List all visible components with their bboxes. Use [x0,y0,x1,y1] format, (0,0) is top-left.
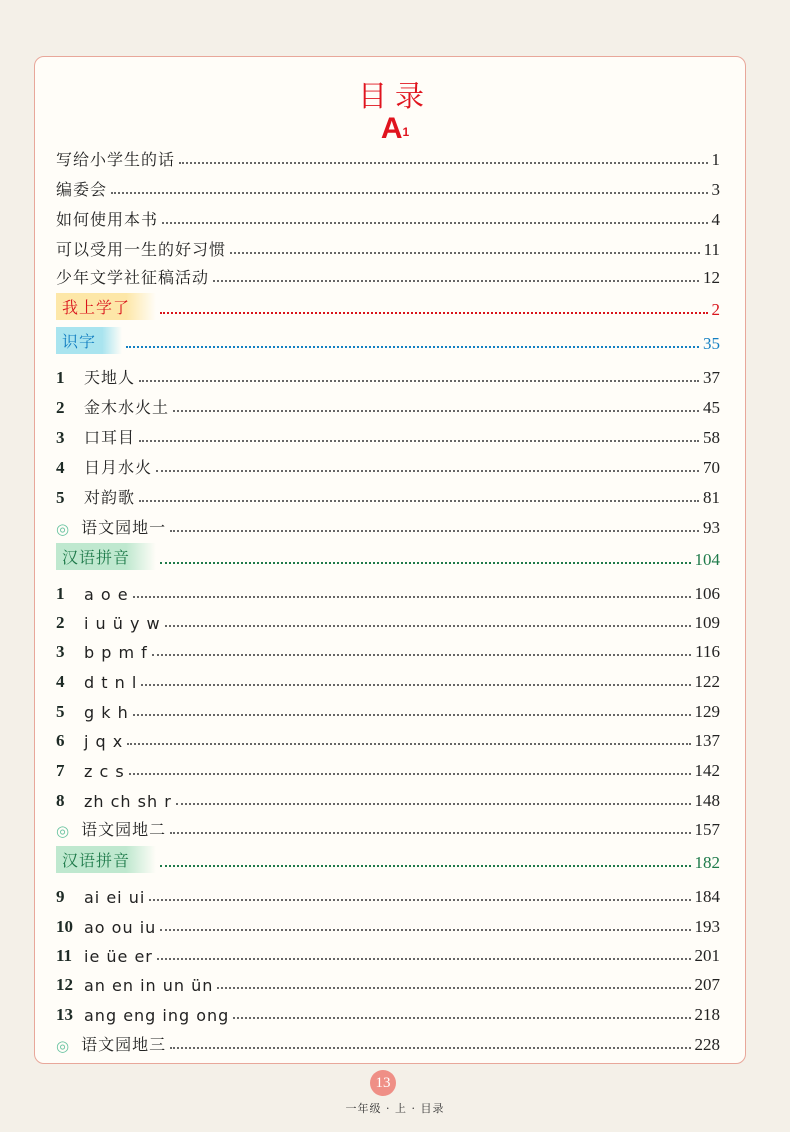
dot-leader [129,773,691,775]
lesson-number: 3 [56,642,78,662]
lesson-row[interactable] [56,578,720,604]
toc-page: 1 [711,150,720,169]
volume-letter: A [380,112,403,145]
dot-leader [152,654,691,656]
lesson-label: 天地人 [84,368,136,387]
lesson-label: ang eng ing ong [84,1006,230,1025]
dot-leader [141,684,690,686]
lesson-row[interactable] [56,512,720,538]
lesson-page: 45 [703,398,720,417]
lesson-row[interactable] [56,814,720,840]
lesson-page: 122 [694,672,720,691]
lesson-label: 语文园地三 [81,1035,167,1054]
lesson-number: 7 [56,761,78,781]
lesson-number: 1 [56,584,78,604]
lesson-number: 11 [56,946,78,966]
dot-leader [217,987,690,989]
dot-leader [139,440,699,442]
dot-leader [139,380,699,382]
toc-page: 11 [703,240,720,259]
lesson-label: 语文园地一 [81,518,167,537]
toc-label: 少年文学社征稿活动 [56,268,210,287]
lesson-label: z c s [84,762,125,781]
dot-leader [133,596,691,598]
lesson-page: 129 [694,702,720,721]
lesson-number: 6 [56,731,78,751]
lesson-row[interactable] [56,785,720,811]
lesson-number: 5 [56,488,78,508]
dot-leader [176,803,691,805]
lesson-number: 4 [56,672,78,692]
toc-label: 写给小学生的话 [56,150,176,169]
dot-leader [149,899,690,901]
lesson-row[interactable] [56,725,720,751]
section-label: 汉语拼音 [56,846,156,873]
dot-leader [233,1017,690,1019]
lesson-label: an en in un ün [84,976,214,995]
toc-label: 编委会 [56,180,108,199]
lesson-page: 81 [703,488,720,507]
lesson-row[interactable] [56,940,720,966]
toc-page: 3 [711,180,720,199]
lesson-label: 对韵歌 [84,488,136,507]
lesson-page: 184 [694,887,720,906]
section-label: 汉语拼音 [56,543,156,570]
section-page: 35 [703,334,720,353]
lesson-page: 70 [703,458,720,477]
toc-row[interactable] [56,234,720,260]
lesson-page: 228 [694,1035,720,1054]
lesson-number: 2 [56,613,78,633]
lesson-row[interactable] [56,969,720,995]
lesson-page: 106 [694,584,720,603]
lesson-label: a o e [84,585,129,604]
section-row-pinyin-1[interactable] [56,544,720,570]
dot-leader [213,280,699,282]
toc-row[interactable] [56,204,720,230]
toc-row[interactable] [56,262,720,288]
section-row-pinyin-2[interactable] [56,847,720,873]
dot-leader [160,929,690,931]
lesson-label: ao ou iu [84,918,157,937]
section-label: 我上学了 [56,293,156,320]
lesson-label: 日月水火 [84,458,153,477]
lesson-number: 4 [56,458,78,478]
lesson-number: 8 [56,791,78,811]
lesson-page: 218 [694,1005,720,1024]
dot-leader [170,1047,690,1049]
lesson-row[interactable] [56,881,720,907]
lesson-row[interactable] [56,696,720,722]
toc-page: 4 [711,210,720,229]
lesson-page: 37 [703,368,720,387]
lesson-row[interactable] [56,911,720,937]
section-page: 2 [711,300,720,319]
page-number-badge: 13 [370,1070,396,1096]
lesson-label: ai ei ui [84,888,146,907]
circle-icon: ◎ [56,1037,70,1055]
lesson-page: 142 [694,761,720,780]
page-title: 目录 [357,79,432,113]
lesson-label: ie üe er [84,947,153,966]
dot-leader [160,312,707,314]
dot-leader [179,162,707,164]
circle-icon: ◎ [56,822,70,840]
dot-leader [127,743,690,745]
lesson-row[interactable] [56,392,720,418]
lesson-number: 1 [56,368,78,388]
lesson-label: 金木水火土 [84,398,170,417]
lesson-label: zh ch sh r [84,792,172,811]
footer-caption: 一年级 · 上 · 目录 [345,1102,445,1115]
dot-leader [173,410,699,412]
section-row-woshangxuele[interactable] [56,294,720,320]
lesson-row[interactable] [56,482,720,508]
lesson-page: 137 [694,731,720,750]
dot-leader [126,346,699,348]
lesson-label: i u ü y w [84,614,161,633]
dot-leader [111,192,707,194]
dot-leader [133,714,691,716]
lesson-row[interactable] [56,999,720,1025]
section-page: 104 [694,550,720,569]
dot-leader [156,470,699,472]
lesson-row[interactable] [56,452,720,478]
lesson-number: 10 [56,917,78,937]
lesson-number: 9 [56,887,78,907]
lesson-row[interactable] [56,362,720,388]
circle-icon: ◎ [56,520,70,538]
toc-row[interactable] [56,174,720,200]
lesson-row[interactable] [56,636,720,662]
lesson-label: b p m f [84,643,148,662]
dot-leader [162,222,707,224]
dot-leader [160,562,690,564]
dot-leader [160,865,690,867]
lesson-row[interactable] [56,755,720,781]
lesson-label: g k h [84,703,129,722]
dot-leader [139,500,699,502]
dot-leader [230,252,700,254]
volume-label [0,112,790,146]
section-page: 182 [694,853,720,872]
dot-leader [157,958,691,960]
lesson-page: 109 [694,613,720,632]
lesson-page: 116 [695,642,720,661]
toc-label: 可以受用一生的好习惯 [56,240,227,259]
lesson-page: 201 [694,946,720,965]
lesson-row[interactable] [56,422,720,448]
dot-leader [170,530,699,532]
lesson-row[interactable] [56,666,720,692]
lesson-number: 5 [56,702,78,722]
toc-label: 如何使用本书 [56,210,159,229]
lesson-number: 3 [56,428,78,448]
dot-leader [165,625,691,627]
dot-leader [170,832,690,834]
section-label: 识字 [56,327,122,354]
lesson-label: d t n l [84,673,138,692]
toc-row[interactable] [56,144,720,170]
toc-page: 12 [703,268,720,287]
volume-sub: 1 [402,125,410,139]
lesson-page: 193 [694,917,720,936]
lesson-number: 13 [56,1005,78,1025]
lesson-label: j q x [84,732,124,751]
lesson-row[interactable] [56,607,720,633]
lesson-page: 207 [694,975,720,994]
lesson-label: 口耳目 [84,428,136,447]
lesson-page: 58 [703,428,720,447]
lesson-page: 148 [694,791,720,810]
lesson-number: 12 [56,975,78,995]
section-row-shizi[interactable] [56,328,720,354]
lesson-label: 语文园地二 [81,820,167,839]
lesson-row[interactable] [56,1029,720,1055]
lesson-page: 157 [694,820,720,839]
lesson-number: 2 [56,398,78,418]
lesson-page: 93 [703,518,720,537]
